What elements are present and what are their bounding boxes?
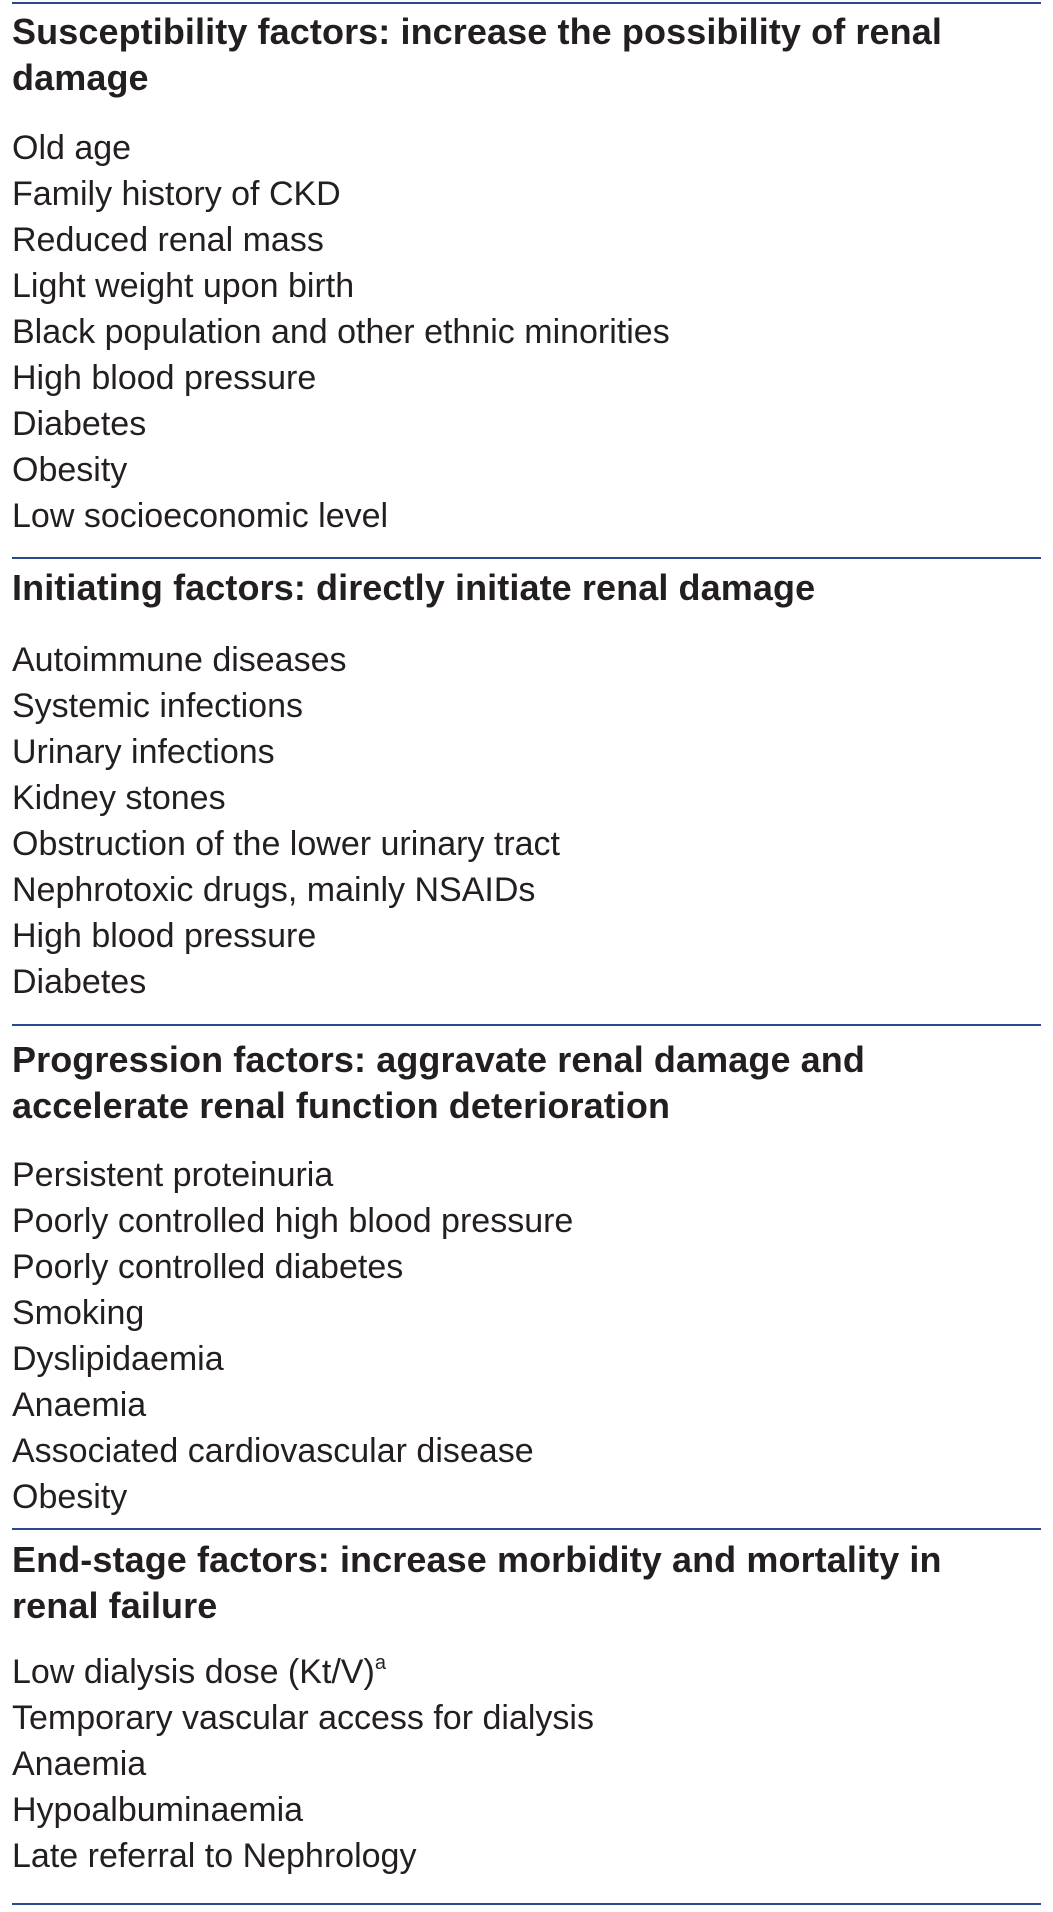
list-item-text: Low dialysis dose (Kt/V) [12,1653,375,1691]
section-heading-progression: Progression factors: aggravate renal damage and accelerate renal function deterioration [12,1039,865,1126]
list-item: High blood pressure [12,359,317,397]
list-item: Diabetes [12,963,147,1001]
list-item: Reduced renal mass [12,221,324,259]
section-heading-end-stage: End-stage factors: increase morbidity and mortality in renal failure [12,1539,942,1626]
list-item: Black population and other ethnic minorities [12,313,670,351]
section-divider [12,557,1041,559]
list-item: Nephrotoxic drugs, mainly NSAIDs [12,871,536,909]
list-item: Autoimmune diseases [12,641,347,679]
list-item: Light weight upon birth [12,267,355,305]
list-item: Late referral to Nephrology [12,1837,417,1875]
section-heading-initiating: Initiating factors: directly initiate renal damage [12,567,816,608]
list-item: High blood pressure [12,917,317,955]
footnote-marker: a [374,1652,386,1674]
list-item: Low socioeconomic level [12,497,389,535]
list-item: Poorly controlled high blood pressure [12,1202,574,1240]
list-item: Temporary vascular access for dialysis [12,1699,594,1737]
list-item: Persistent proteinuria [12,1156,334,1194]
list-item: Hypoalbuminaemia [12,1791,304,1829]
list-item: Obesity [12,1478,128,1516]
list-item: Associated cardiovascular disease [12,1432,534,1470]
section-heading-susceptibility: Susceptibility factors: increase the possibility of renal damage [12,11,942,98]
list-item: Old age [12,129,132,167]
list-item: Kidney stones [12,779,226,817]
list-item: Systemic infections [12,687,303,725]
section-divider [12,1024,1041,1026]
list-item: Obesity [12,451,128,489]
list-item: Diabetes [12,405,147,443]
list-item: Dyslipidaemia [12,1340,224,1378]
section-divider [12,2,1041,4]
list-item [12,1649,386,1695]
table-bottom-rule [12,1903,1041,1905]
list-item: Family history of CKD [12,175,341,213]
section-divider [12,1528,1041,1530]
list-item: Anaemia [12,1745,147,1783]
list-item: Obstruction of the lower urinary tract [12,825,561,863]
list-item: Smoking [12,1294,145,1332]
list-item: Urinary infections [12,733,275,771]
list-item: Poorly controlled diabetes [12,1248,404,1286]
list-item: Anaemia [12,1386,147,1424]
